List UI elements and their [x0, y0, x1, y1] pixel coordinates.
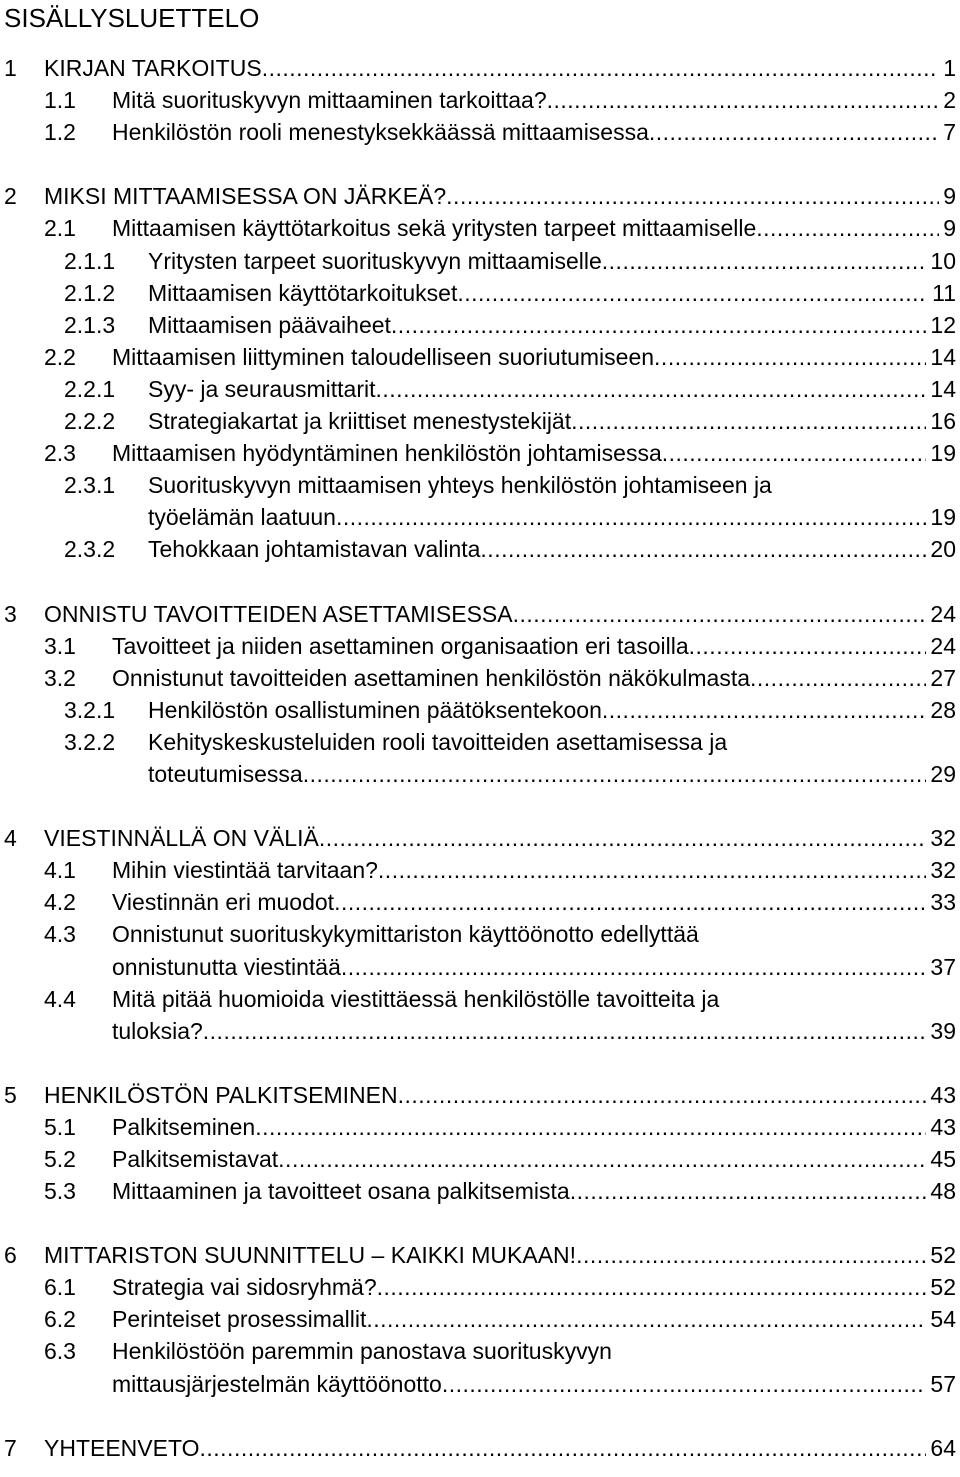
toc-page-number: 32	[930, 857, 956, 883]
toc-entry-title: Mittaamisen päävaiheet	[148, 312, 391, 338]
toc-entry[interactable]	[0, 533, 960, 566]
toc-entry[interactable]	[0, 726, 960, 759]
toc-entry-title: Strategiakartat ja kriittiset menestystekijät	[148, 408, 572, 434]
toc-dot-leader	[303, 758, 927, 791]
toc-entry-number: 2.3	[44, 440, 76, 466]
toc-entry[interactable]	[0, 1015, 960, 1048]
toc-entry-title: VIESTINNÄLLÄ ON VÄLIÄ	[44, 825, 319, 851]
toc-entry[interactable]	[0, 598, 960, 631]
toc-entry[interactable]	[0, 1079, 960, 1112]
toc-entry[interactable]	[0, 1143, 960, 1176]
toc-entry-title: toteutumisessa	[148, 761, 303, 787]
toc-entry-title: Palkitsemistavat	[112, 1146, 279, 1172]
toc-entry-number: 1.1	[44, 87, 76, 113]
toc-entry[interactable]	[0, 694, 960, 727]
toc-entry[interactable]	[0, 1303, 960, 1336]
toc-entry[interactable]	[0, 405, 960, 438]
toc-entry-number: 4.1	[44, 857, 76, 883]
toc-entry-number: 2.2.2	[64, 408, 116, 434]
toc-dot-leader	[442, 1368, 927, 1401]
toc-dot-leader	[366, 1303, 926, 1336]
toc-entry-title: tuloksia?	[112, 1018, 203, 1044]
toc-entry[interactable]	[0, 309, 960, 342]
toc-dot-leader	[391, 309, 926, 342]
toc-page-number: 64	[930, 1435, 956, 1461]
toc-entry[interactable]	[0, 437, 960, 470]
toc-page-number: 33	[930, 889, 956, 915]
toc-dot-leader	[203, 1015, 927, 1048]
toc-entry-number: 1.2	[44, 119, 76, 145]
toc-page-number: 32	[930, 825, 956, 851]
toc-entry-title: Tavoitteet ja niiden asettaminen organisaation eri tasoilla	[112, 633, 689, 659]
toc-entry[interactable]	[0, 1335, 960, 1368]
toc-entry[interactable]	[0, 854, 960, 887]
toc-entry-title: ONNISTU TAVOITTEIDEN ASETTAMISESSA	[44, 601, 513, 627]
toc-dot-leader	[756, 212, 939, 245]
toc-page-number: 24	[930, 601, 956, 627]
page-title: SISÄLLYSLUETTELO	[4, 3, 260, 33]
toc-dot-leader	[319, 822, 927, 855]
toc-page-number: 7	[943, 119, 956, 145]
toc-entry[interactable]	[0, 245, 960, 278]
toc-entry[interactable]	[0, 983, 960, 1016]
toc-dot-leader	[377, 1271, 927, 1304]
toc-entry-title: Tehokkaan johtamistavan valinta	[148, 536, 481, 562]
toc-dot-leader	[547, 84, 940, 117]
toc-entry-number: 5	[4, 1082, 17, 1108]
toc-entry-number: 5.3	[44, 1178, 76, 1204]
toc-entry[interactable]	[0, 1175, 960, 1208]
toc-entry-number: 3.1	[44, 633, 76, 659]
toc-entry-title: Mitä suorituskyvyn mittaaminen tarkoittaa?	[112, 87, 547, 113]
toc-entry-title: Mitä pitää huomioida viestittäessä henkilöstölle tavoitteita ja	[112, 986, 720, 1012]
toc-page-number: 9	[943, 215, 956, 241]
toc-page-number: 29	[930, 761, 956, 787]
toc-entry-title: Mittaamisen käyttötarkoitus sekä yritysten tarpeet mittaamiselle	[112, 215, 757, 241]
toc-page-number: 14	[930, 344, 956, 370]
toc-entry-title: Palkitseminen	[112, 1114, 256, 1140]
toc-dot-leader	[571, 405, 926, 438]
toc-entry-title: Strategia vai sidosryhmä?	[112, 1274, 377, 1300]
toc-dot-leader	[446, 180, 939, 213]
toc-entry-title: Syy- ja seurausmittarit	[148, 376, 376, 402]
toc-dot-leader	[513, 598, 927, 631]
toc-dot-leader	[457, 277, 928, 310]
toc-page-number: 39	[930, 1018, 956, 1044]
toc-entry-title: Mittaamisen käyttötarkoitukset	[148, 280, 458, 306]
toc-dot-leader	[336, 501, 926, 534]
toc-entry-title: MITTARISTON SUUNNITTELU – KAIKKI MUKAAN!	[44, 1242, 577, 1268]
toc-page-number: 12	[930, 312, 956, 338]
toc-page-number: 19	[930, 440, 956, 466]
toc-entry[interactable]	[0, 373, 960, 406]
toc-entry[interactable]	[0, 84, 960, 117]
toc-entry-title: Yritysten tarpeet suorituskyvyn mittaamiselle	[148, 248, 602, 274]
toc-entry[interactable]	[0, 341, 960, 374]
toc-dot-leader	[376, 373, 927, 406]
toc-entry[interactable]	[0, 1368, 960, 1401]
toc-page-number: 11	[932, 280, 956, 306]
toc-dot-leader	[602, 694, 927, 727]
toc-page-number: 28	[930, 697, 956, 723]
toc-entry-title: YHTEENVETO	[44, 1435, 200, 1461]
toc-dot-leader	[398, 1079, 927, 1112]
toc-entry[interactable]	[0, 1239, 960, 1272]
toc-entry[interactable]	[0, 630, 960, 663]
toc-entry[interactable]	[0, 1271, 960, 1304]
toc-entry-number: 3.2.2	[64, 729, 116, 755]
toc-entry-title: HENKILÖSTÖN PALKITSEMINEN	[44, 1082, 398, 1108]
toc-entry-number: 5.1	[44, 1114, 76, 1140]
toc-dot-leader	[378, 854, 926, 887]
toc-dot-leader	[262, 52, 940, 85]
toc-page-number: 20	[930, 536, 956, 562]
toc-page-number: 45	[930, 1146, 956, 1172]
toc-page-number: 52	[930, 1274, 956, 1300]
toc-entry[interactable]	[0, 1432, 960, 1465]
toc-page-number: 14	[930, 376, 956, 402]
toc-page-number: 54	[930, 1306, 956, 1332]
toc-page-number: 27	[930, 665, 956, 691]
toc-entry[interactable]	[0, 1111, 960, 1144]
toc-dot-leader	[480, 533, 926, 566]
toc-entry[interactable]	[0, 180, 960, 213]
toc-entry-title: Henkilöstön osallistuminen päätöksentekoon	[148, 697, 602, 723]
toc-entry[interactable]	[0, 758, 960, 791]
toc-dot-leader	[278, 1143, 926, 1176]
toc-entry-number: 3.2.1	[64, 697, 116, 723]
toc-entry-number: 6	[4, 1242, 17, 1268]
toc-entry-number: 2.2	[44, 344, 76, 370]
toc-entry-number: 6.3	[44, 1338, 76, 1364]
toc-page-number: 52	[930, 1242, 956, 1268]
toc-entry-number: 2.1.3	[64, 312, 116, 338]
toc-entry-number: 3.2	[44, 665, 76, 691]
toc-page-number: 43	[930, 1114, 956, 1140]
toc-entry-number: 5.2	[44, 1146, 76, 1172]
toc-entry-number: 2	[4, 183, 17, 209]
toc-entry[interactable]	[0, 469, 960, 502]
toc-page-number: 10	[930, 248, 956, 274]
toc-entry-title: Onnistunut tavoitteiden asettaminen henkilöstön näkökulmasta	[112, 665, 751, 691]
toc-entry-number: 2.2.1	[64, 376, 116, 402]
toc-entry-title: Mihin viestintää tarvitaan?	[112, 857, 378, 883]
toc-entry[interactable]	[0, 52, 960, 85]
toc-entry-number: 4	[4, 825, 17, 851]
toc-dot-leader	[602, 245, 927, 278]
toc-entry-title: Henkilöstöön paremmin panostava suorituskyvyn	[112, 1338, 612, 1364]
toc-page-number: 9	[943, 183, 956, 209]
toc-page-number: 57	[930, 1371, 956, 1397]
toc-dot-leader	[255, 1111, 926, 1144]
toc-entry-number: 2.1.2	[64, 280, 116, 306]
toc-entry[interactable]	[0, 501, 960, 534]
toc-entry-number: 4.2	[44, 889, 76, 915]
toc-page-number: 16	[930, 408, 956, 434]
toc-entry-title: Viestinnän eri muodot	[112, 889, 335, 915]
toc-dot-leader	[200, 1432, 927, 1465]
toc-entry[interactable]	[0, 918, 960, 951]
toc-dot-leader	[649, 116, 939, 149]
toc-entry[interactable]	[0, 886, 960, 919]
toc-page-number: 48	[930, 1178, 956, 1204]
toc-entry[interactable]	[0, 277, 960, 310]
toc-entry-title: KIRJAN TARKOITUS	[44, 55, 262, 81]
toc-page-number: 1	[943, 55, 956, 81]
toc-entry-number: 7	[4, 1435, 17, 1461]
toc-page-number: 19	[930, 504, 956, 530]
toc-page-number: 43	[930, 1082, 956, 1108]
toc-page-number: 37	[930, 954, 956, 980]
toc-entry-number: 4.3	[44, 921, 76, 947]
toc-page-number: 2	[943, 87, 956, 113]
toc-entry-number: 2.1	[44, 215, 76, 241]
toc-entry-title: Mittaamisen hyödyntäminen henkilöstön johtamisessa	[112, 440, 662, 466]
toc-dot-leader	[662, 437, 927, 470]
toc-entry-number: 4.4	[44, 986, 76, 1012]
toc-entry-title: Suorituskyvyn mittaamisen yhteys henkilöstön johtamiseen ja	[148, 472, 772, 498]
toc-entry-number: 2.3.2	[64, 536, 116, 562]
toc-entry-title: työelämän laatuun	[148, 504, 336, 530]
toc-page-number: 24	[930, 633, 956, 659]
toc-entry-title: Onnistunut suorituskykymittariston käyttöönotto edellyttää	[112, 921, 699, 947]
toc-dot-leader	[334, 886, 926, 919]
toc-entry-number: 3	[4, 601, 17, 627]
toc-entry-number: 1	[4, 55, 17, 81]
toc-entry[interactable]	[0, 951, 960, 984]
toc-entry-number: 6.1	[44, 1274, 76, 1300]
toc-entry-title: Henkilöstön rooli menestyksekkäässä mittaamisessa	[112, 119, 649, 145]
toc-entry[interactable]	[0, 662, 960, 695]
toc-dot-leader	[341, 951, 927, 984]
toc-entry-title: Mittaamisen liittyminen taloudelliseen suoriutumiseen	[112, 344, 655, 370]
toc-entry-title: Perinteiset prosessimallit	[112, 1306, 367, 1332]
toc-dot-leader	[654, 341, 926, 374]
toc-entry-title: onnistunutta viestintää	[112, 954, 341, 980]
toc-entry[interactable]	[0, 212, 960, 245]
toc-entry-title: Kehityskeskusteluiden rooli tavoitteiden asettamisessa ja	[148, 729, 728, 755]
toc-dot-leader	[570, 1175, 927, 1208]
toc-entry[interactable]	[0, 822, 960, 855]
toc-entry[interactable]	[0, 116, 960, 149]
toc-dot-leader	[750, 662, 926, 695]
toc-entry-number: 2.3.1	[64, 472, 116, 498]
toc-entry-number: 6.2	[44, 1306, 76, 1332]
toc-entry-number: 2.1.1	[64, 248, 116, 274]
toc-entry-title: Mittaaminen ja tavoitteet osana palkitsemista	[112, 1178, 570, 1204]
toc-dot-leader	[576, 1239, 926, 1272]
toc-entry-title: mittausjärjestelmän käyttöönotto	[112, 1371, 442, 1397]
toc-entry-title: MIKSI MITTAAMISESSA ON JÄRKEÄ?	[44, 183, 447, 209]
toc-dot-leader	[689, 630, 927, 663]
